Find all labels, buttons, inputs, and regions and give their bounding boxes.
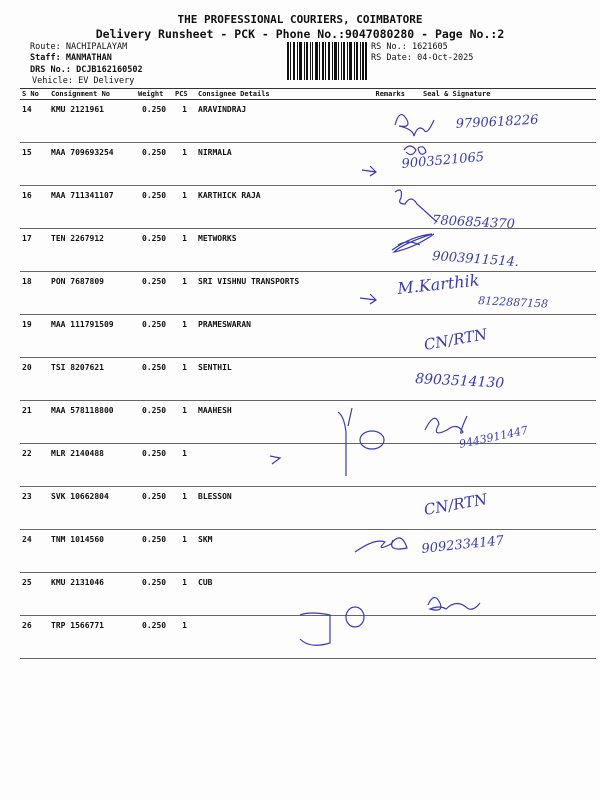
cell-weight: 0.250 xyxy=(136,229,173,272)
cell-consignee: SKM xyxy=(196,530,352,573)
handwritten-phone-21: 9443911447 xyxy=(457,423,530,451)
handwritten-status-23: CN/RTN xyxy=(422,490,489,519)
cell-weight: 0.250 xyxy=(136,616,173,659)
cell-consignment-no: SVK 10662804 xyxy=(49,487,136,530)
cell-remarks xyxy=(352,530,407,573)
cell-pcs: 1 xyxy=(173,186,196,229)
cell-sno: 20 xyxy=(20,358,49,401)
table-row xyxy=(20,229,596,272)
cell-pcs: 1 xyxy=(173,573,196,616)
cell-consignee: SRI VISHNU TRANSPORTS xyxy=(196,272,352,315)
cell-signature xyxy=(407,487,596,530)
cell-consignment-no: MAA 578118800 xyxy=(49,401,136,444)
cell-consignee: KARTHICK RAJA xyxy=(196,186,352,229)
cell-signature xyxy=(407,143,596,186)
cell-remarks xyxy=(352,100,407,143)
cell-pcs: 1 xyxy=(173,358,196,401)
col-header-pcs: PCS xyxy=(173,89,196,100)
cell-pcs: 1 xyxy=(173,315,196,358)
cell-sno: 25 xyxy=(20,573,49,616)
table-row xyxy=(20,100,596,143)
table-row xyxy=(20,401,596,444)
cell-weight: 0.250 xyxy=(136,530,173,573)
cell-consignment-no: MAA 711341107 xyxy=(49,186,136,229)
cell-pcs: 1 xyxy=(173,530,196,573)
cell-signature xyxy=(407,100,596,143)
staff-line: Staff: MANMATHAN xyxy=(30,53,112,63)
cell-remarks xyxy=(352,186,407,229)
cell-pcs: 1 xyxy=(173,616,196,659)
cell-sno: 18 xyxy=(20,272,49,315)
cell-remarks xyxy=(352,401,407,444)
cell-remarks xyxy=(352,487,407,530)
cell-weight: 0.250 xyxy=(136,100,173,143)
cell-remarks xyxy=(352,272,407,315)
handwritten-phone-14: 9790618226 xyxy=(455,112,539,132)
col-header-weight: Weight xyxy=(136,89,173,100)
cell-remarks xyxy=(352,229,407,272)
handwritten-phone-18: 8122887158 xyxy=(477,294,549,311)
cell-remarks xyxy=(352,358,407,401)
handwritten-status-19: CN/RTN xyxy=(422,325,489,354)
handwritten-phone-15: 9003521065 xyxy=(401,149,485,172)
runsheet-subtitle: Delivery Runsheet - PCK - Phone No.:9047080280 - Page No.:2 xyxy=(95,27,505,41)
cell-consignment-no: PON 7687809 xyxy=(49,272,136,315)
drs-line: DRS No.: DCJB162160502 xyxy=(30,65,143,75)
company-title: THE PROFESSIONAL COURIERS, COIMBATORE xyxy=(177,13,423,26)
cell-consignment-no: TNM 1014560 xyxy=(49,530,136,573)
cell-signature xyxy=(407,616,596,659)
handwritten-phone-24: 9092334147 xyxy=(420,533,505,557)
route-line: Route: NACHIPALAYAM xyxy=(30,42,128,52)
cell-weight: 0.250 xyxy=(136,186,173,229)
cell-consignment-no: MAA 111791509 xyxy=(49,315,136,358)
cell-sno: 16 xyxy=(20,186,49,229)
table-row xyxy=(20,530,596,573)
col-header-consignee: Consignee Details xyxy=(196,89,352,100)
staff-value: MANMATHAN xyxy=(65,53,112,63)
col-header-signature: Seal & Signature xyxy=(407,89,596,100)
cell-sno: 17 xyxy=(20,229,49,272)
cell-consignee: NIRMALA xyxy=(196,143,352,186)
cell-signature xyxy=(407,358,596,401)
cell-pcs: 1 xyxy=(173,100,196,143)
table-row xyxy=(20,315,596,358)
cell-consignment-no: MLR 2140488 xyxy=(49,444,136,487)
col-header-sno: S No xyxy=(20,89,49,100)
cell-consignment-no: TSI 8207621 xyxy=(49,358,136,401)
cell-sno: 23 xyxy=(20,487,49,530)
cell-consignee: METWORKS xyxy=(196,229,352,272)
cell-consignee: PRAMESWARAN xyxy=(196,315,352,358)
cell-weight: 0.250 xyxy=(136,401,173,444)
handwritten-phone-16: 7806854370 xyxy=(431,213,516,233)
cell-signature xyxy=(407,530,596,573)
cell-consignment-no: TRP 1566771 xyxy=(49,616,136,659)
table-row xyxy=(20,616,596,659)
cell-pcs: 1 xyxy=(173,272,196,315)
cell-weight: 0.250 xyxy=(136,573,173,616)
col-header-consignment: Consignment No xyxy=(49,89,136,100)
cell-signature xyxy=(407,229,596,272)
table-row xyxy=(20,143,596,186)
cell-remarks xyxy=(352,616,407,659)
handwritten-name-18: M.Karthik xyxy=(396,270,481,298)
cell-consignee: BLESSON xyxy=(196,487,352,530)
cell-sno: 21 xyxy=(20,401,49,444)
table-row xyxy=(20,272,596,315)
vehicle-value: EV Delivery xyxy=(78,76,135,86)
table-row xyxy=(20,358,596,401)
cell-consignment-no: TEN 2267912 xyxy=(49,229,136,272)
cell-weight: 0.250 xyxy=(136,315,173,358)
cell-consignee: CUB xyxy=(196,573,352,616)
table-row xyxy=(20,186,596,229)
cell-signature xyxy=(407,401,596,444)
cell-pcs: 1 xyxy=(173,444,196,487)
cell-signature xyxy=(407,444,596,487)
cell-consignee xyxy=(196,444,352,487)
handwritten-phone-17: 9003911514. xyxy=(431,249,520,271)
vehicle-line: Vehicle: EV Delivery xyxy=(32,76,135,86)
cell-signature xyxy=(407,186,596,229)
runsheet-table xyxy=(20,88,596,659)
cell-weight: 0.250 xyxy=(136,358,173,401)
cell-consignment-no: MAA 709693254 xyxy=(49,143,136,186)
cell-sno: 26 xyxy=(20,616,49,659)
cell-weight: 0.250 xyxy=(136,487,173,530)
cell-weight: 0.250 xyxy=(136,143,173,186)
barcode xyxy=(287,42,367,80)
cell-signature xyxy=(407,272,596,315)
cell-pcs: 1 xyxy=(173,143,196,186)
cell-weight: 0.250 xyxy=(136,444,173,487)
cell-pcs: 1 xyxy=(173,229,196,272)
cell-weight: 0.250 xyxy=(136,272,173,315)
cell-pcs: 1 xyxy=(173,401,196,444)
cell-consignee: SENTHIL xyxy=(196,358,352,401)
cell-signature xyxy=(407,573,596,616)
table-row xyxy=(20,573,596,616)
cell-sno: 22 xyxy=(20,444,49,487)
table-row xyxy=(20,487,596,530)
cell-pcs: 1 xyxy=(173,487,196,530)
rs-date-value: 04-Oct-2025 xyxy=(417,53,474,63)
cell-consignee: ARAVINDRAJ xyxy=(196,100,352,143)
cell-consignee: MAAHESH xyxy=(196,401,352,444)
handwritten-phone-20: 8903514130 xyxy=(414,371,505,392)
cell-consignment-no: KMU 2131046 xyxy=(49,573,136,616)
route-value: NACHIPALAYAM xyxy=(65,42,128,52)
cell-remarks xyxy=(352,444,407,487)
cell-remarks xyxy=(352,143,407,186)
col-header-remarks: Remarks xyxy=(352,89,407,100)
rs-date-line: RS Date: 04-Oct-2025 xyxy=(371,53,474,63)
cell-consignment-no: KMU 2121961 xyxy=(49,100,136,143)
cell-sno: 19 xyxy=(20,315,49,358)
cell-sno: 15 xyxy=(20,143,49,186)
cell-sno: 24 xyxy=(20,530,49,573)
cell-signature xyxy=(407,315,596,358)
rs-no-line: RS No.: 1621605 xyxy=(371,42,448,52)
cell-sno: 14 xyxy=(20,100,49,143)
cell-remarks xyxy=(352,315,407,358)
cell-remarks xyxy=(352,573,407,616)
drs-value: DCJB162160502 xyxy=(76,65,143,75)
table-row xyxy=(20,444,596,487)
table-header-row xyxy=(20,89,596,100)
rs-no-value: 1621605 xyxy=(411,42,448,52)
cell-consignee xyxy=(196,616,352,659)
